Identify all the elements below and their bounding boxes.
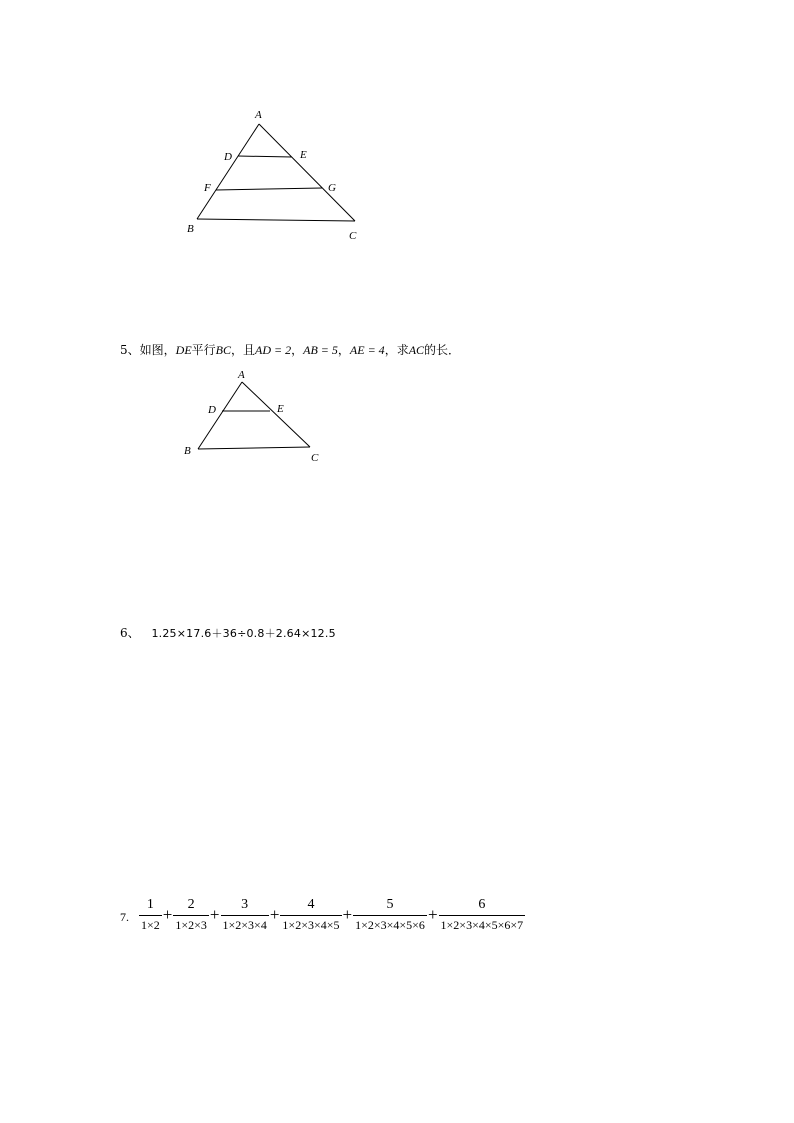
fraction-denominator: 1×2×3×4 — [221, 915, 269, 932]
problem-5 — [120, 341, 460, 358]
label-e: E — [277, 403, 284, 415]
segment-de-name: DE — [175, 343, 192, 357]
side-ac — [242, 382, 310, 447]
side-ab — [198, 382, 242, 449]
figure-triangle-abc-de — [180, 362, 330, 467]
problem-7 — [120, 897, 525, 932]
side-ac — [259, 124, 355, 221]
side-bc — [197, 219, 355, 221]
side-bc — [198, 447, 310, 449]
fraction-numerator: 3 — [241, 897, 249, 912]
fraction-numerator: 1 — [146, 897, 154, 912]
plus-sign: + — [162, 904, 173, 924]
plus-sign: + — [342, 904, 353, 924]
label-a: A — [238, 369, 245, 381]
label-f: F — [204, 182, 211, 194]
label-a: A — [255, 109, 262, 121]
problem-6 — [120, 624, 336, 641]
problem-6-expression: 1.25×17.6＋36÷0.8＋2.64×12.5 — [151, 627, 336, 640]
fraction-numerator: 2 — [187, 897, 195, 912]
plus-sign: + — [269, 904, 280, 924]
fraction — [353, 897, 427, 932]
fraction-numerator: 5 — [386, 897, 394, 912]
problem-6-number: 6、 — [120, 626, 140, 640]
label-c: C — [349, 230, 357, 242]
segment-de — [238, 156, 292, 157]
label-d: D — [208, 404, 216, 416]
problem-5-number: 5、 — [120, 343, 140, 357]
equation-ae: AE = 4 — [349, 343, 385, 357]
fraction — [439, 897, 526, 932]
fraction-denominator: 1×2×3×4×5×6 — [353, 915, 427, 932]
segment-bc-name: BC — [215, 343, 232, 357]
fraction-denominator: 1×2 — [139, 915, 162, 932]
label-b: B — [184, 445, 191, 457]
problem-5-text: ，求 — [384, 343, 409, 357]
fraction — [280, 897, 341, 932]
label-d: D — [224, 151, 232, 163]
plus-sign: + — [427, 904, 438, 924]
separator: ， — [337, 343, 350, 357]
fraction-denominator: 1×2×3 — [173, 915, 209, 932]
problem-5-text: ，且 — [231, 343, 256, 357]
fraction-denominator: 1×2×3×4×5 — [280, 915, 341, 932]
plus-sign: + — [209, 904, 220, 924]
problem-5-text: 的长． — [424, 343, 461, 357]
figure-triangle-abc-fg — [180, 100, 370, 245]
fraction — [173, 897, 209, 932]
fraction-numerator: 4 — [307, 897, 315, 912]
segment-fg — [216, 188, 322, 190]
problem-7-number: 7. — [120, 910, 129, 924]
label-c: C — [311, 452, 319, 464]
fraction — [139, 897, 162, 932]
separator: ， — [291, 343, 304, 357]
problem-5-text: 如图， — [139, 343, 176, 357]
segment-ac-name: AC — [408, 343, 425, 357]
equation-ab: AB = 5 — [303, 343, 338, 357]
label-g: G — [328, 182, 336, 194]
label-e: E — [300, 149, 307, 161]
fraction — [221, 897, 269, 932]
fraction-numerator: 6 — [478, 897, 486, 912]
equation-ad: AD = 2 — [255, 343, 292, 357]
side-ab — [197, 124, 259, 219]
label-b: B — [187, 223, 194, 235]
problem-5-text: 平行 — [191, 343, 216, 357]
fraction-denominator: 1×2×3×4×5×6×7 — [439, 915, 526, 932]
